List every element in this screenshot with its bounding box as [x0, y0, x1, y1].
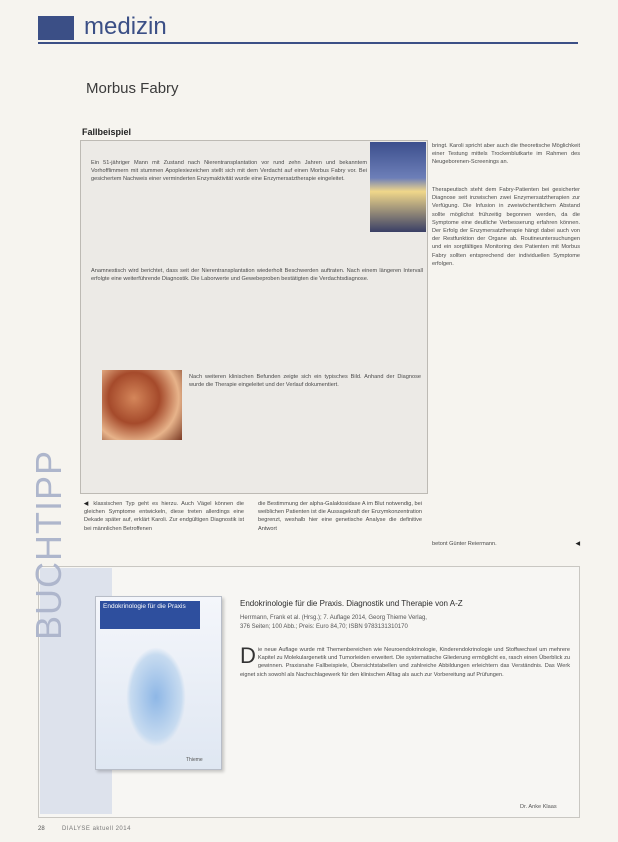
- right-column-main: Therapeutisch steht dem Fabry-Patienten bei gesicherter Diagnose seit inzwischen zwei Enzymersatztherapien zur Verfügung. Die Infusion in zweiwöchentlichem Abstand sollte möglichst frühzeitig begonnen werden, da die Symptome eine deutliche Verbesserung erfahren können. Der Erfolg der Enzymersatztherapie hängt dabei auch von der Restfunktion der Organe ab. Routineuntersuchungen und ein sorgfältiges Monitoring des Patienten mit Morbus Fabry sollten entsprechend der individuellen Symptome erfolgen.: [432, 187, 580, 267]
- case-paragraph-1: Ein 51-jähriger Mann mit Zustand nach Nierentransplantation vor rund zehn Jahren und bekanntem Vorhofflimmern mit stummen Apoplexiezeichen stellt sich mit dem Verdacht auf einen Morbus Fabry vor. Bei gesichertem Nachweis einer verminderten Enzymaktivität wurde eine Enzymersatztherapie eingeleitet.: [91, 160, 367, 183]
- case-paragraph-2: Anamnestisch wird berichtet, dass seit der Nierentransplantation wiederholt Beschwerden auftraten. Nach einem längeren Intervall erfolgte eine weiterführende Diagnostik. Die Laborwerte und Gewebeproben bestätigten die Verdachtsdiagnose.: [91, 268, 423, 283]
- book-meta: [240, 614, 570, 631]
- book-cover: [95, 596, 222, 770]
- case-image-kidney: [370, 142, 426, 232]
- book-tip-banner: BUCHTIPP: [28, 449, 69, 640]
- case-label: Fallbeispiel: [82, 127, 132, 137]
- article-title: Morbus Fabry: [86, 80, 179, 97]
- journal-name: DIALYSE aktuell 2014: [62, 826, 131, 832]
- right-column-top: bringt. Karoli spricht aber auch die theoretische Möglichkeit einer Testung mittels Trockenblutkarte im Rahmen des Neugeborenen-Screenings an.: [432, 143, 580, 166]
- right-column-end-text: betont Günter Reiermann.: [432, 541, 497, 547]
- book-meta-line-1: Herrmann, Frank et al. (Hrsg.); 7. Auflage 2014, Georg Thieme Verlag,: [240, 615, 427, 621]
- book-cover-figure: [126, 647, 186, 747]
- case-paragraph-3: Nach weiteren klinischen Befunden zeigte sich ein typisches Bild. Anhand der Diagnose wurde die Therapie eingeleitet und der Verlauf dokumentiert.: [189, 374, 421, 389]
- book-review-dropcap: D: [240, 643, 256, 668]
- book-cover-publisher: Thieme: [186, 757, 203, 763]
- book-title: Endokrinologie für die Praxis. Diagnostik und Therapie von A-Z: [240, 599, 463, 608]
- section-divider: [38, 42, 578, 44]
- case-image-tissue: [102, 370, 182, 440]
- section-heading: medizin: [84, 13, 167, 40]
- middle-column: die Bestimmung der alpha-Galaktosidase A im Blut notwendig, bei weiblichen Patienten ist die Aussagekraft der Enzymkonzentration begrenzt, weshalb hier eine genetische Analyse die definitive Antwort: [258, 501, 422, 532]
- section-color-block: [38, 16, 74, 40]
- book-reviewer: Dr. Anke Klaas: [520, 804, 557, 810]
- end-marker: ◀: [575, 541, 580, 547]
- left-column: [84, 500, 244, 533]
- book-meta-line-2: 376 Seiten; 100 Abb.; Preis: Euro 84,70; ISBN 9783131310170: [240, 623, 408, 630]
- right-column-end: [432, 540, 580, 548]
- page-number: 28: [38, 826, 45, 832]
- book-review-text: ie neue Auflage wurde mit Themenbereichen wie Neuroendokrinologie, Kinderendokrinologie und Stoffwechsel um mehrere Kapitel zu Molekulargenetik und Tumorleiden erweitert. Die systematische Gliederung ermöglicht es, rasch einen Überblick zu gewinnen. Praxisnahe Fallbeispiele, Übersichtstabellen und zahlreiche Abbildungen erleichtern das Verständnis. Das Werk eignet sich sowohl als Nachschlagewerk für den klinischen Alltag als auch zur Vorbereitung auf Prüfungen.: [240, 647, 570, 678]
- book-review: [240, 643, 570, 679]
- left-column-text: klassischen Typ geht es hierzu. Auch Vägel können die gleichen Symptome entwickeln, diese treten allerdings eine Dekade später auf, erklärt Karoli. Zur endgültigen Diagnostik ist bei männlichen Betroffenen: [84, 501, 244, 532]
- book-cover-title: Endokrinologie für die Praxis: [100, 601, 200, 629]
- start-marker: ◀: [84, 501, 91, 507]
